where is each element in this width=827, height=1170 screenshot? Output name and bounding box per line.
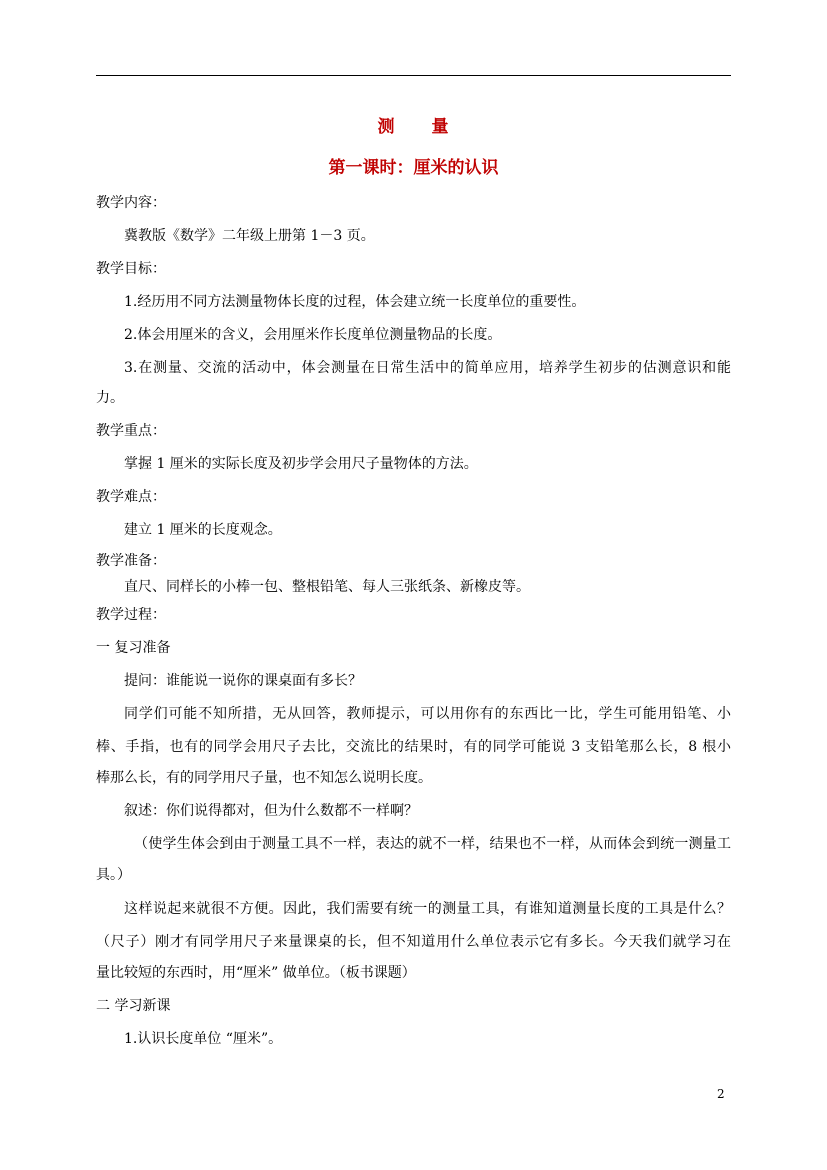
text-line: 力。 xyxy=(96,390,124,406)
text-line: 这样说起来就很不方便。因此，我们需要有统一的测量工具，有谁知道测量长度的工具是什么？ xyxy=(124,901,731,917)
text-line: 直尺、同样长的小棒一包、整根铅笔、每人三张纸条、新橡皮等。 xyxy=(124,579,530,595)
text-line: 1.认识长度单位 “厘米”。 xyxy=(124,1031,283,1047)
page-title: 测 量 xyxy=(377,117,450,137)
text-line: 棒那么长，有的同学用尺子量，也不知怎么说明长度。 xyxy=(96,770,432,786)
text-line: 同学们可能不知所措，无从回答，教师提示，可以用你有的东西比一比，学生可能用铅笔、小 xyxy=(124,706,731,722)
text-line: 2.体会用厘米的含义，会用厘米作长度单位测量物品的长度。 xyxy=(124,327,502,343)
text-line: 建立 1 厘米的长度观念。 xyxy=(124,522,282,538)
page-number: 2 xyxy=(717,1087,725,1101)
text-line: （使学生体会到由于测量工具不一样，表达的就不一样，结果也不一样，从而体会到统一测量工 xyxy=(134,836,731,852)
text-line: 3.在测量、交流的活动中，体会测量在日常生活中的简单应用，培养学生初步的估测意识和能 xyxy=(124,360,731,376)
text-line: 教学过程： xyxy=(96,607,166,623)
text-line: 教学目标： xyxy=(96,261,166,277)
header-rule xyxy=(96,75,731,76)
text-line: 棒、手指，也有的同学会用尺子去比，交流比的结果时，有的同学可能说 3 支铅笔那么长，8 根小 xyxy=(96,739,731,755)
section-heading: 二 学习新课 xyxy=(96,998,171,1014)
text-line: 冀教版《数学》二年级上册第 1－3 页。 xyxy=(124,228,375,244)
section-heading: 一 复习准备 xyxy=(96,640,171,656)
text-line: 具。） xyxy=(96,867,131,883)
text-line: 量比较短的东西时，用“厘米” 做单位。（板书课题） xyxy=(96,965,416,981)
text-line: 教学内容： xyxy=(96,195,166,211)
text-line: 叙述：你们说得都对，但为什么数都不一样啊？ xyxy=(124,803,418,819)
text-line: 教学准备： xyxy=(96,553,166,569)
lesson-subtitle: 第一课时：厘米的认识 xyxy=(328,158,499,178)
text-line: 教学难点： xyxy=(96,489,166,505)
text-line: 掌握 1 厘米的实际长度及初步学会用尺子量物体的方法。 xyxy=(124,456,478,472)
text-line: 教学重点： xyxy=(96,423,166,439)
text-line: 提问：谁能说一说你的课桌面有多长？ xyxy=(124,673,362,689)
text-line: （尺子）刚才有同学用尺子来量课桌的长，但不知道用什么单位表示它有多长。今天我们就学习在 xyxy=(96,934,731,950)
text-line: 1.经历用不同方法测量物体长度的过程，体会建立统一长度单位的重要性。 xyxy=(124,294,586,310)
